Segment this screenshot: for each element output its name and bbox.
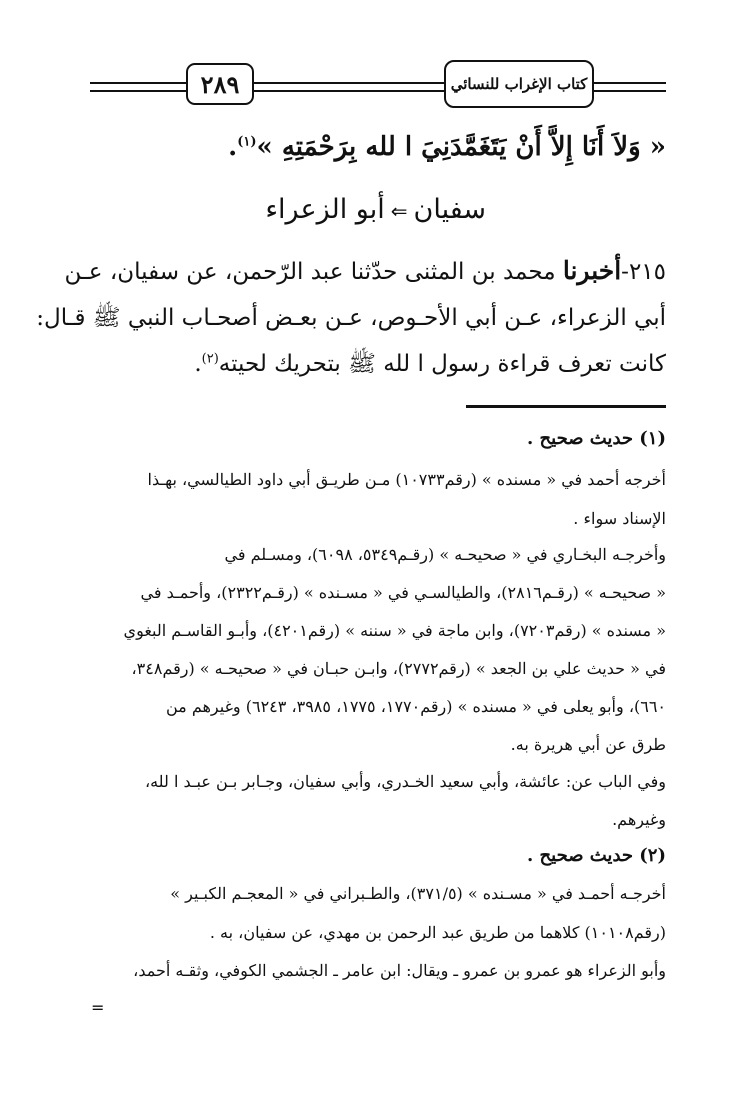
footnote-line: الإسناد سواء . [573, 509, 666, 528]
hadith-quote-line: « وَلاَ أَنَا إِلاَّ أَنْ يَتَغَمَّدَنِيَ ا لله بِرَحْمَتِهِ »$^{(١)}$. [228, 132, 666, 162]
footnote-separator [466, 405, 666, 408]
book-title: كتاب الإغراب للنسائي [444, 60, 594, 108]
footnote-line: وفي الباب عن: عائشة، وأبي سعيد الخـدري، وأبي سفيان، وجـابر بـن عبـد ا لله، [144, 772, 666, 791]
footnote-line: (رقم١٠١٠٨) كلاهما من طريق عبد الرحمن بن مهدي، عن سفيان، به . [209, 923, 666, 942]
hadith-text-1: محمد بن المثنى حدّثنا عبد الرّحمن، عن سفيان، عـن [64, 259, 556, 285]
footnote-line: وغيرهم. [612, 810, 666, 829]
footnote-line: أخرجـه أحمـد في « مسـنده » (٣٧١/٥)، والطـبراني في « المعجـم الكبـير » [170, 884, 666, 903]
footnote-line: « صحيحـه » (رقـم٢٨١٦)، والطيالسـي في « مسـنده » (رقـم٢٣٢٢)، وأحمـد في [140, 583, 666, 602]
hadith-line-2: أبي الزعراء، عـن أبي الأحـوص، عـن بعـض أصحـاب النبي ﷺ قـال: [36, 305, 666, 331]
footnote-line: « مسنده » (رقم٧٢٠٣)، وابن ماجة في « سننه » (رقم٤٢٠١)، وأبـو القاسـم البغوي [123, 621, 666, 640]
footnote-line: طرق عن أبي هريرة به. [510, 735, 666, 754]
continuation-mark: = [91, 998, 105, 1017]
footnote-line: أخرجه أحمد في « مسنده » (رقم١٠٧٣٣) مـن طريـق أبي داود الطيالسي، بهـذا [147, 470, 666, 489]
footnote-line: في « حديث علي بن الجعد » (رقم٢٧٧٢)، وابـن حبـان في « صحيحـه » (رقم٣٤٨، [131, 659, 666, 678]
hadith-akhbarana: أخبرنا [562, 256, 622, 285]
page-number: ٢٨٩ [186, 63, 254, 105]
footnote-ref-2: (٢) [201, 351, 219, 367]
chain-narrator-2: أبو الزعراء [265, 194, 385, 225]
hadith-quote: « وَلاَ أَنَا إِلاَّ أَنْ يَتَغَمَّدَنِيَ ا لله بِرَحْمَتِهِ » [256, 132, 666, 162]
footnote-line: وأبو الزعراء هو عمرو بن عمرو ـ ويقال: ابن عامر ـ الجشمي الكوفي، وثقـه أحمد، [133, 961, 666, 980]
footnote-line: وأخرجـه البخـاري في « صحيحـه » (رقـم٥٣٤٩، ٦٠٩٨)، ومسـلم في [224, 545, 666, 564]
footnote-2-heading: (٢) حديث صحيح . [527, 845, 666, 866]
hadith-line-1 [65, 256, 666, 285]
footnote-ref-1: (١) [237, 134, 257, 150]
chain-narrator-1: سفيان [413, 194, 486, 225]
footnote-line: ٦٦٠)، وأبو يعلى في « مسنده » (رقم١٧٧٠، ١٧٧٥، ٣٩٨٥، ٦٢٤٣) وغيرهم من [165, 697, 666, 716]
chain-arrow-icon: ⇐ [390, 199, 408, 223]
hadith-line-3: كانت تعرف قراءة رسول ا لله ﷺ بتحريك لحيته$^{(٢)}$. [194, 351, 666, 377]
narrator-chain-heading [265, 194, 486, 225]
footnote-1-heading: (١) حديث صحيح . [527, 428, 666, 449]
hadith-text-3: كانت تعرف قراءة رسول ا لله ﷺ بتحريك لحيته [218, 351, 666, 377]
hadith-number: ٢١٥- [621, 259, 666, 285]
